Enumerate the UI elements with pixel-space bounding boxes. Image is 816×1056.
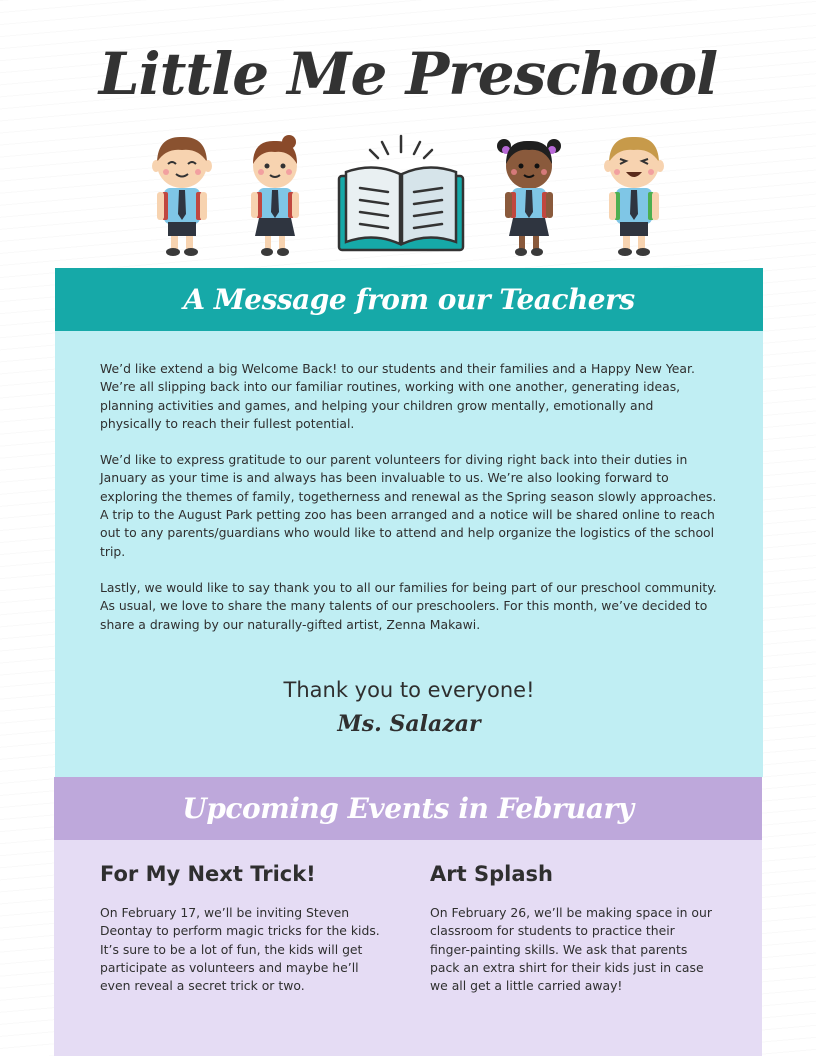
event-title: Art Splash	[430, 862, 553, 886]
teacher-signature: Ms. Salazar	[337, 711, 481, 737]
school-title: Little Me Preschool	[98, 40, 718, 108]
event-card	[430, 862, 715, 995]
message-paragraph: Lastly, we would like to say thank you to all our families for being part of our preschool community. As usual, we love to share the many talents of our preschoolers. For this month, we’ve decided to share a drawing by our naturally-gifted artist, Zenna Makawi.	[100, 579, 717, 632]
message-heading: A Message from our Teachers	[183, 283, 635, 316]
events-header	[54, 777, 762, 840]
message-body	[55, 331, 763, 777]
girl-icon	[243, 132, 307, 257]
event-title: For My Next Trick!	[100, 862, 316, 886]
message-paragraph: We’d like to express gratitude to our parent volunteers for diving right back into their duties in January as your time is and always has been invaluable to us. We’re also looking forward to exploring the themes of family, togetherness and renewal as the Spring season slowly approaches. A trip to the August Park petting zoo has been arranged and a notice will be shared online to reach out to any parents/guardians who would like to attend and help organize the logistics of the school trip.	[100, 452, 717, 559]
open-book-icon	[336, 132, 466, 254]
thanks-line: Thank you to everyone!	[283, 678, 535, 702]
event-description: On February 26, we’ll be making space in our classroom for students to practice their finger-painting skills. We ask that parents pack an extra shirt for their kids just in case we all get a little carried away!	[430, 905, 712, 994]
boy-icon	[600, 132, 668, 257]
kids-illustration	[0, 132, 816, 257]
message-paragraph: We’d like extend a big Welcome Back! to our students and their families and a Happy New Year. We’re all slipping back into our familiar routines, working with one another, generating ideas, planning activities and games, and helping your children grow mentally, emotionally and physically to reach their fullest potential.	[100, 361, 695, 431]
events-heading: Upcoming Events in February	[182, 792, 634, 825]
message-header	[55, 268, 763, 331]
event-description: On February 17, we’ll be inviting Steven Deontay to perform magic tricks for the kids. It’s sure to be a lot of fun, the kids will get participate as volunteers and maybe he’ll even reveal a secret trick or two.	[100, 905, 380, 994]
event-card	[100, 862, 385, 995]
boy-icon	[148, 132, 216, 257]
events-body	[54, 840, 762, 1056]
girl-icon	[494, 132, 564, 257]
